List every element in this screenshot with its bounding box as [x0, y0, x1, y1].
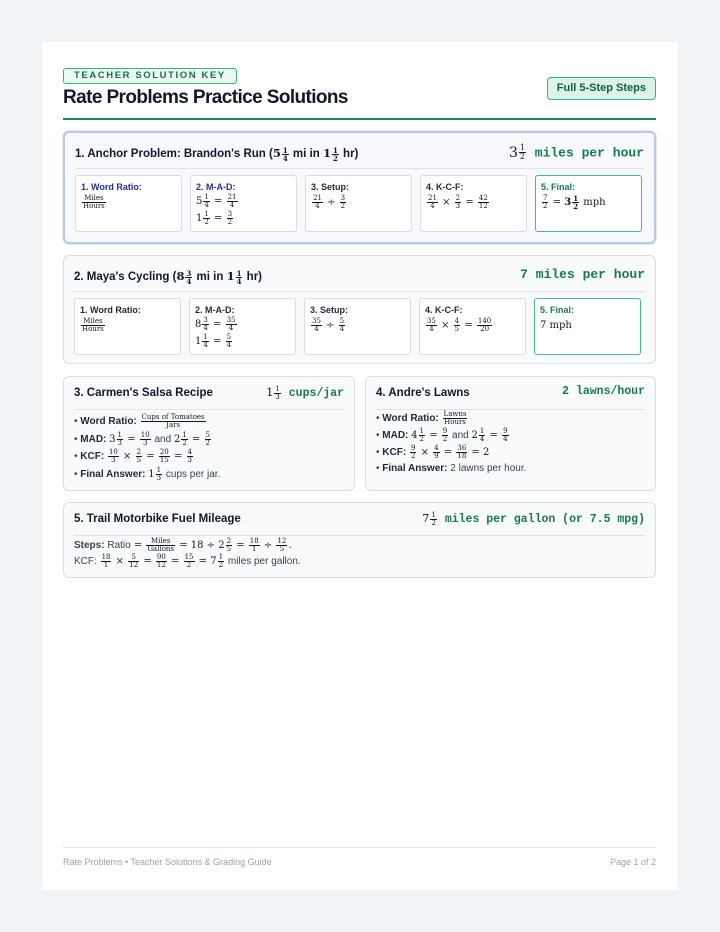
p1-ratio-fraction [81, 195, 107, 210]
steps-badge: Full 5-Step Steps [547, 77, 656, 100]
p3-final: • Final Answer: 1 $\frac{1}{3}$ cups per jar. [74, 466, 221, 482]
p3-and: and [154, 434, 172, 445]
problem-1-title-suffix: hr) [339, 148, 359, 160]
p4-word-ratio-label: Word Ratio: [382, 413, 439, 425]
problem-1-answer: 3 $\frac{1}{2}$ miles per hour [508, 143, 644, 161]
p2-mad-line-2: 1 $\frac{1}{4}$ = $\frac{5}{4}$ [195, 333, 232, 349]
problem-5-header [74, 503, 645, 536]
problem-2-answer: 7 miles per hour [520, 267, 645, 282]
p2-kcf-line: $\frac{35}{4}$ × $\frac{4}{5}$ = $\frac{140}{20}$ [427, 317, 492, 333]
problem-5-card [63, 502, 656, 578]
p1-step-word-ratio [75, 175, 182, 232]
p2-step-4-label: 4. K-C-F: [425, 305, 463, 315]
footer-rule [63, 847, 656, 848]
problem-1-title [75, 146, 358, 162]
worksheet-page [42, 42, 678, 890]
p2-step-setup [304, 298, 411, 355]
p4-ratio-top: Lawns [443, 410, 467, 418]
problem-2-distance: 8 $\frac{3}{4}$ [176, 268, 192, 286]
problem-3-answer: 1 $\frac{1}{3}$ cups/jar [266, 384, 344, 401]
problem-2-time: 1 $\frac{1}{4}$ [226, 268, 242, 286]
problem-4-answer: 2 lawns/hour [562, 385, 645, 398]
p4-kcf: • KCF: $\frac{9}{2}$ × $\frac{4}{9}$ = $\frac{36}{18}$ = 2 [376, 444, 490, 460]
problem-1-title-mid: mi in [289, 148, 323, 160]
p4-and: and [452, 430, 469, 441]
solution-key-kicker: TEACHER SOLUTION KEY [63, 68, 237, 84]
p1-ratio-top: Miles [82, 195, 106, 203]
p2-setup-line: $\frac{35}{4}$ ÷ $\frac{5}{4}$ [312, 317, 345, 333]
p2-step-kcf [419, 298, 526, 355]
problem-4-title: 4. Andre's Lawns [376, 387, 470, 399]
p2-ratio-bottom: Hours [82, 325, 104, 333]
p5-steps-label: Steps: [74, 540, 105, 551]
p1-step-final [535, 175, 642, 232]
p1-step-4-label: 4. K-C-F: [426, 182, 464, 192]
p4-final-tail: 2 lawns per hour. [450, 463, 527, 474]
p2-step-5-label: 5. Final: [540, 305, 575, 315]
p3-kcf: • KCF: $\frac{10}{3}$ × $\frac{2}{5}$ = $\frac{20}{15}$ = $\frac{4}{3}$ [74, 448, 192, 464]
p1-step-3-label: 3. Setup: [311, 182, 350, 192]
p1-final-line: $\frac{7}{2}$ = 3 $\frac{1}{2}$ mph [543, 194, 606, 211]
p3-final-label: Final Answer: [80, 469, 146, 480]
p1-kcf-line: $\frac{21}{4}$ × $\frac{2}{3}$ = $\frac{42}{12}$ [428, 194, 488, 210]
problem-2-title-mid: mi in [193, 271, 227, 283]
p2-step-word-ratio [74, 298, 181, 355]
p4-mad: • MAD: 4 $\frac{1}{2}$ = $\frac{9}{2}$ and 2 $\frac{1}{4}$ = $\frac{9}{4}$ [376, 427, 508, 443]
problem-5-answer: 7 $\frac{1}{2}$ miles per gallon (or 7.5 mpg) [422, 510, 645, 527]
p1-setup-line: $\frac{21}{4}$ ÷ $\frac{3}{2}$ [313, 194, 346, 210]
p1-mad-line-1: 5 $\frac{1}{4}$ = $\frac{21}{4}$ [196, 193, 237, 209]
p5-kcf-label: KCF: [74, 556, 97, 567]
p5-final-tail: miles per gallon. [227, 556, 301, 567]
problem-2-card [63, 255, 656, 364]
problem-1-answer-tail: miles per hour [526, 145, 644, 161]
p2-final-line: 7 mph [540, 320, 572, 331]
p5-ratio-word: Ratio [107, 540, 131, 551]
p3-ratio-top: Cups of Tomatoes [141, 413, 205, 421]
p3-final-tail: cups per jar. [165, 469, 221, 480]
p2-ratio-top: Miles [81, 318, 105, 326]
problem-2-header [74, 256, 645, 292]
problem-1-distance: 5 $\frac{1}{4}$ [272, 145, 288, 163]
p5-ratio-bottom: Gallons [147, 545, 175, 553]
p1-step-mad [190, 175, 297, 232]
problem-3-answer-tail: cups/jar [281, 387, 344, 400]
p2-mad-line-1: 8 $\frac{3}{4}$ = $\frac{35}{4}$ [195, 316, 236, 332]
problem-3-header [74, 377, 344, 410]
p4-kcf-label: KCF: [382, 447, 407, 458]
p2-step-2-label: 2. M-A-D: [195, 305, 235, 315]
page-number: Page 1 of 2 [609, 857, 656, 867]
problem-4-header [376, 377, 645, 410]
p1-step-setup [305, 175, 412, 232]
p3-mad: • MAD: 3 $\frac{1}{3}$ = $\frac{10}{3}$ and 2 $\frac{1}{2}$ = $\frac{5}{2}$ [74, 431, 210, 447]
p1-final-unit: mph [583, 197, 606, 208]
p1-mad-line-2: 1 $\frac{1}{2}$ = $\frac{3}{2}$ [196, 210, 233, 226]
problem-1-steps [75, 175, 648, 232]
problem-3-card [63, 376, 355, 491]
p3-word-ratio-label: Word Ratio: [80, 416, 137, 428]
p5-steps-line: Steps: Ratio = $\frac{\text{Miles}}{\text{Gallons}}$ = 18 ÷ 2 $\frac{2}{5}$ = $\frac{18}{1}$ ÷ $\frac{12}{5}$ . [74, 537, 292, 553]
page-title: Rate Problems Practice Solutions [63, 87, 348, 108]
problem-5-title: 5. Trail Motorbike Fuel Mileage [74, 513, 241, 525]
problem-2-title [74, 269, 262, 285]
problem-3-title: 3. Carmen's Salsa Recipe [74, 387, 213, 399]
p3-word-ratio: • Word Ratio: $\frac{\text{Cups of Tomatoes}}{\text{Jars}}$ [74, 413, 205, 429]
p4-word-ratio: • Word Ratio: $\frac{\text{Lawns}}{\text{Hours}}$ [376, 410, 467, 426]
p4-final: • Final Answer: 2 lawns per hour. [376, 463, 527, 474]
problem-1-title-prefix: 1. Anchor Problem: Brandon's Run ( [75, 148, 273, 160]
problem-5-answer-tail: miles per gallon (or 7.5 mpg) [437, 513, 645, 526]
p5-kcf-line: KCF: $\frac{18}{1}$ × $\frac{5}{12}$ = $\frac{90}{12}$ = $\frac{15}{2}$ = 7 $\frac{1}{2}$ miles per gallon. [74, 553, 301, 569]
p5-ratio-top: Miles [146, 538, 175, 546]
problem-2-title-prefix: 2. Maya's Cycling ( [74, 271, 177, 283]
p2-step-mad [189, 298, 296, 355]
p2-step-3-label: 3. Setup: [310, 305, 349, 315]
problem-2-title-suffix: hr) [243, 271, 262, 283]
p2-ratio-fraction [80, 318, 106, 333]
p1-step-kcf [420, 175, 527, 232]
title-rule [63, 118, 656, 120]
problem-1-card [63, 131, 656, 244]
p2-step-final [534, 298, 641, 355]
p3-mad-label: MAD: [80, 434, 107, 445]
p4-mad-label: MAD: [382, 430, 409, 441]
problem-2-steps [74, 298, 647, 355]
p3-kcf-label: KCF: [80, 451, 105, 462]
p1-ratio-bottom: Hours [83, 202, 105, 210]
p2-step-1-label: 1. Word Ratio: [80, 305, 141, 315]
p1-step-1-label: 1. Word Ratio: [81, 182, 142, 192]
p1-step-5-label: 5. Final: [541, 182, 576, 192]
p4-final-label: Final Answer: [382, 463, 448, 474]
problem-1-time: 1 $\frac{1}{2}$ [322, 145, 338, 163]
footer-left: Rate Problems • Teacher Solutions & Grading Guide [63, 857, 272, 867]
problem-1-header [75, 133, 644, 169]
problem-4-card [365, 376, 656, 491]
p1-step-2-label: 2. M-A-D: [196, 182, 236, 192]
p3-ratio-bottom: Jars [166, 421, 181, 429]
p4-ratio-bottom: Hours [444, 418, 466, 426]
